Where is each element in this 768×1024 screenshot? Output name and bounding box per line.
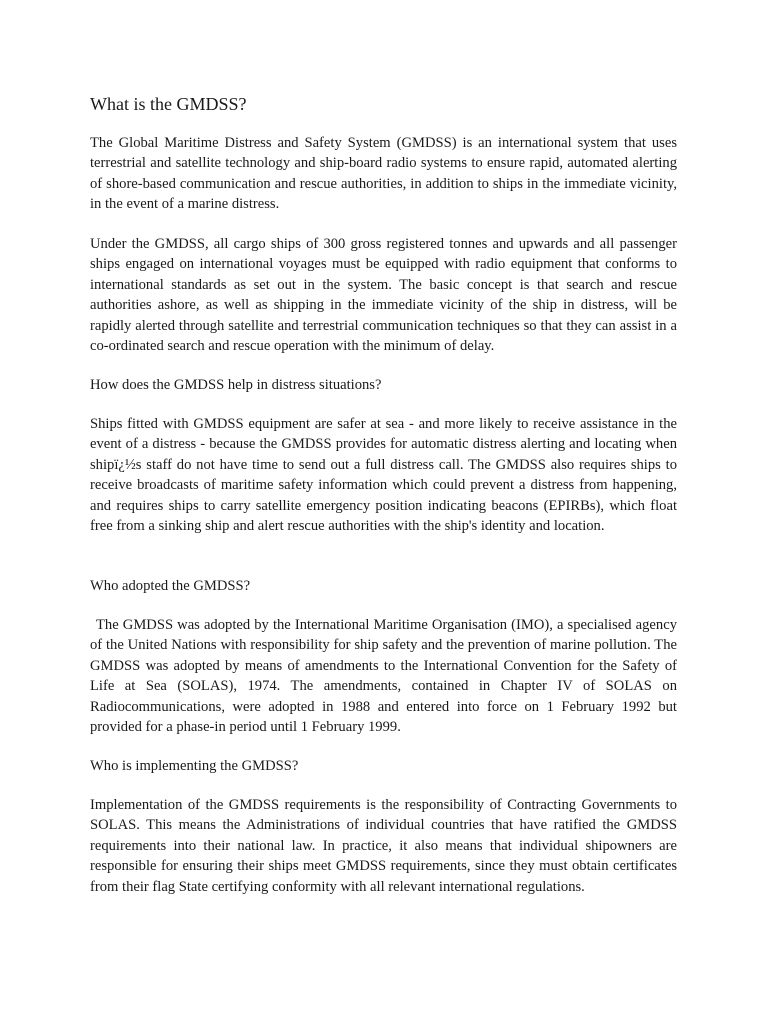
paragraph-intro: The Global Maritime Distress and Safety System (GMDSS) is an international system that uses terrestrial and satellite technology and ship-board radio systems to ensure rapid, automated alerting of shore-based communication and rescue authorities, in addition to ships in the immediate vicinity, in the event of a marine distress. xyxy=(90,135,677,213)
paragraph-requirements: Under the GMDSS, all cargo ships of 300 gross registered tonnes and upwards and all passenger ships engaged on international voyages must be equipped with radio equipment that conforms to international standards as set out in the system. The basic concept is that search and rescue authorities ashore, as well as shipping in the immediate vicinity of the ship in distress, will be rapidly alerted through satellite and terrestrial communication techniques so that they can assist in a co-ordinated search and rescue operation with the minimum of delay. xyxy=(90,236,677,355)
paragraph-implementation: Implementation of the GMDSS requirements is the responsibility of Contracting Governments to SOLAS. This means the Administrations of individual countries that have ratified the GMDSS requirements into their national law. In practice, it also means that individual shipowners are responsible for ensuring their ships meet GMDSS requirements, since they must obtain certificates from their flag State certifying conformity with all relevant international regulations. xyxy=(90,797,677,895)
paragraph-adoption: The GMDSS was adopted by the International Maritime Organisation (IMO), a specialised agency of the United Nations with responsibility for ship safety and the prevention of marine pollution. The GMDSS was adopted by means of amendments to the International Convention for the Safety of Life at Sea (SOLAS), 1974. The amendments, contained in Chapter IV of SOLAS on Radiocommunications, were adopted in 1988 and entered into force on 1 February 1992 but provided for a phase-in period until 1 February 1999. xyxy=(90,617,677,736)
section-heading-distress: How does the GMDSS help in distress situations? xyxy=(90,377,382,393)
section-heading-implementation: Who is implementing the GMDSS? xyxy=(90,758,299,774)
page-title: What is the GMDSS? xyxy=(90,94,247,114)
section-heading-adoption: Who adopted the GMDSS? xyxy=(90,578,251,594)
paragraph-distress: Ships fitted with GMDSS equipment are safer at sea - and more likely to receive assistance in the event of a distress - because the GMDSS provides for automatic distress alerting and locating when shipï¿½s staff do not have time to send out a full distress call. The GMDSS also requires ships to receive broadcasts of maritime safety information which could prevent a distress from happening, and requires ships to carry satellite emergency position indicating beacons (EPIRBs), which float free from a sinking ship and alert rescue authorities with the ship's identity and location. xyxy=(90,416,677,535)
